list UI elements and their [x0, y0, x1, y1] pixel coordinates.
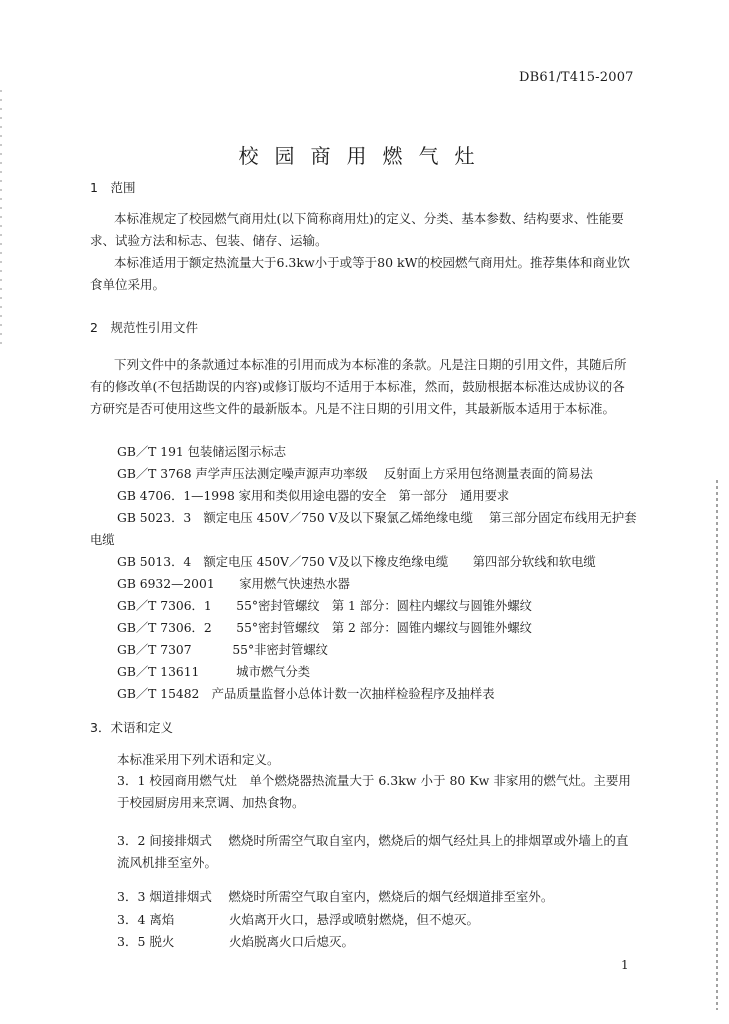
- reference-item: GB 4706．1—1998 家用和类似用途电器的安全 第一部分 通用要求: [117, 489, 510, 503]
- term-3-1: 3．1 校园商用燃气灶 单个燃烧器热流量大于 6.3kw 小于 80 Kw 非家用的燃气灶。主要用于校园厨房用来烹调、加热食物。: [117, 773, 631, 810]
- term-3-3: 3．3 烟道排烟式 燃烧时所需空气取自室内，燃烧后的烟气经烟道排至室外。: [117, 889, 554, 904]
- document-title: 校园商用燃气灶: [238, 144, 491, 168]
- section-3-intro: 本标准采用下列术语和定义。: [117, 752, 280, 767]
- scan-edge-left: [0, 90, 2, 350]
- reference-item: GB／T 7306．1 55°密封管螺纹 第 1 部分：圆柱内螺纹与圆锥外螺纹: [117, 599, 532, 613]
- doc-number: DB61/T415-2007: [519, 70, 634, 85]
- reference-item: GB／T 191 包装储运图示标志: [117, 445, 287, 459]
- section-2-heading: 2 规范性引用文件: [90, 320, 198, 335]
- section-2-paragraph-1: 下列文件中的条款通过本标准的引用而成为本标准的条款。凡是注日期的引用文件，其随后所有的修改单(不包括勘误的内容)或修订版均不适用于本标准，然而，鼓励根据本标准达成协议的各方研究是否可使用这些文件的最新版本。凡是不注日期的引用文件，其最新版本适用于本标准。: [90, 357, 627, 416]
- term-3-2: 3．2 间接排烟式 燃烧时所需空气取自室内，燃烧后的烟气经灶具上的排烟罩或外墙上的直流风机排至室外。: [117, 833, 629, 870]
- reference-item: GB 5023．3 额定电压 450V／750 V及以下聚氯乙烯绝缘电缆 第三部分固定布线用无护套: [117, 511, 637, 525]
- reference-item: GB／T 3768 声学声压法测定噪声源声功率级 反射面上方采用包络测量表面的简易法: [117, 467, 593, 481]
- term-3-4-definition: 火焰离开火口，悬浮或喷射燃烧，但不熄灭。: [229, 912, 480, 927]
- section-1-paragraph-2: 本标准适用于额定热流量大于6.3kw小于或等于80 kW的校园燃气商用灶。推荐集体和商业饮食单位采用。: [90, 255, 630, 292]
- reference-item: GB／T 13611 城市燃气分类: [117, 665, 311, 679]
- scan-edge-right: [716, 480, 718, 1010]
- page-number: 1: [621, 958, 629, 972]
- reference-item-wrap: 电缆: [90, 533, 115, 547]
- term-3-4-label: 3．4 离焰: [117, 912, 175, 927]
- term-3-5-definition: 火焰脱离火口后熄灭。: [229, 934, 355, 949]
- reference-item: GB／T 7307 55°非密封管螺纹: [117, 643, 328, 657]
- reference-item: GB／T 7306．2 55°密封管螺纹 第 2 部分：圆锥内螺纹与圆锥外螺纹: [117, 621, 532, 635]
- section-3-heading: 3．术语和定义: [90, 720, 173, 735]
- section-1-heading: 1 范围: [90, 180, 136, 195]
- term-3-5-label: 3．5 脱火: [117, 934, 175, 949]
- reference-item: GB 6932—2001 家用燃气快速热水器: [117, 577, 350, 591]
- section-1-paragraph-1: 本标准规定了校园燃气商用灶(以下简称商用灶)的定义、分类、基本参数、结构要求、性能要求、试验方法和标志、包装、储存、运输。: [90, 211, 624, 248]
- reference-item: GB／T 15482 产品质量监督小总体计数一次抽样检验程序及抽样表: [117, 687, 495, 701]
- reference-item: GB 5013．4 额定电压 450V／750 V及以下橡皮绝缘电缆 第四部分软线和软电缆: [117, 555, 596, 569]
